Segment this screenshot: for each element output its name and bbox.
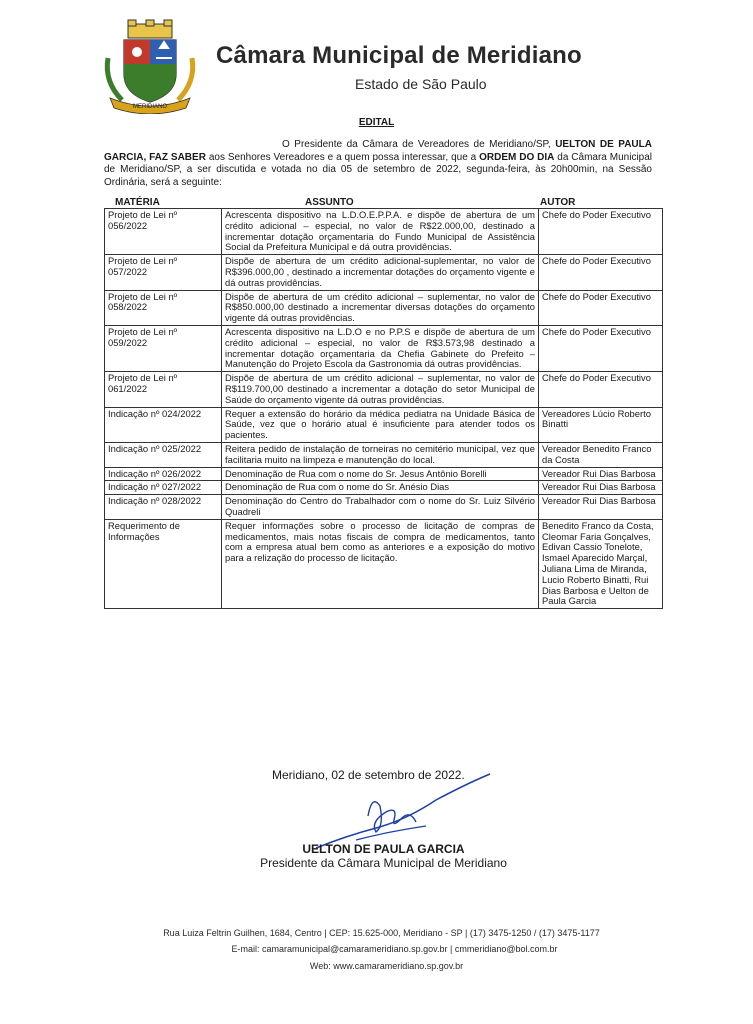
materia-cell: Projeto de Lei nº 059/2022 — [105, 325, 222, 371]
seal-crown — [128, 20, 172, 38]
signer-name: UELTON DE PAULA GARCIA — [302, 842, 465, 856]
materia-cell: Indicação nº 026/2022 — [105, 467, 222, 481]
autor-cell: Vereador Rui Dias Barbosa — [539, 495, 663, 520]
intro-lead: O Presidente da Câmara de Vereadores de Meridiano/SP, — [282, 139, 556, 150]
dateline: Meridiano, 02 de setembro de 2022. — [272, 768, 465, 782]
intro-president: UELTON DE PAULA GARCIA, FAZ SABER — [104, 139, 652, 163]
table-row — [105, 290, 663, 325]
autor-cell: Chefe do Poder Executivo — [539, 255, 663, 290]
autor-cell: Vereador Rui Dias Barbosa — [539, 467, 663, 481]
autor-cell: Vereadores Lúcio Roberto Binatti — [539, 407, 663, 442]
table-row — [105, 407, 663, 442]
table-row — [105, 325, 663, 371]
materia-cell: Indicação nº 025/2022 — [105, 442, 222, 467]
intro-tail: da Câmara Municipal de Meridiano/SP, a ser discutida e votada no dia 05 de setembro de 2022, segunda-feira, às 20h00min, na Sessão Ordinária, será a seguinte: — [104, 151, 653, 188]
document-title: EDITAL — [358, 117, 395, 128]
signer-role: Presidente da Câmara Municipal de Meridiano — [260, 856, 507, 870]
assunto-cell: Requer a extensão do horário da médica pediatra na Unidade Básica de Saúde, vez que o horário atual é insuficiente para atender todos os pacientes. — [222, 407, 539, 442]
materia-cell: Indicação nº 027/2022 — [105, 481, 222, 495]
autor-cell: Chefe do Poder Executivo — [539, 372, 663, 407]
footer-web: Web: www.camarameridiano.sp.gov.br — [309, 961, 464, 971]
coat-of-arms-seal — [100, 18, 200, 114]
assunto-cell: Reitera pedido de instalação de torneiras no cemitério municipal, vez que facilitaria muito na limpeza e manutenção do local. — [222, 442, 539, 467]
header-assunto: ASSUNTO — [305, 197, 354, 208]
assunto-cell: Dispõe de abertura de um crédito adicional – suplementar, no valor de R$850.000,00 destinado a incrementar diversas dotações do orçamento vigente dá outras providências. — [222, 290, 539, 325]
table-row — [105, 255, 663, 290]
materia-cell: Requerimento de Informações — [105, 519, 222, 608]
materia-cell: Projeto de Lei nº 056/2022 — [105, 209, 222, 255]
autor-cell: Chefe do Poder Executivo — [539, 290, 663, 325]
table-row — [105, 372, 663, 407]
materia-cell: Projeto de Lei nº 061/2022 — [105, 372, 222, 407]
intro-ordem-do-dia: ORDEM DO DIA — [479, 151, 555, 163]
assunto-cell: Denominação de Rua com o nome do Sr. Anésio Dias — [222, 481, 539, 495]
assunto-cell: Denominação do Centro do Trabalhador com o nome do Sr. Luiz Silvério Quadreli — [222, 495, 539, 520]
table-row — [105, 519, 663, 608]
institution-title: Câmara Municipal de Meridiano — [216, 42, 582, 69]
autor-cell: Chefe do Poder Executivo — [539, 325, 663, 371]
table-row — [105, 209, 663, 255]
materia-cell: Indicação nº 024/2022 — [105, 407, 222, 442]
assunto-cell: Acrescenta dispositivo na L.D.O.E.P.P.A. e dispõe de abertura de um crédito adicional – especial, no valor de R$22.000,00, destinado a incrementar dotação orçamentaria do Fundo Municipal de Assistência Social da Prefeitura Municipal e dá outra providências. — [222, 209, 539, 255]
autor-cell: Vereador Rui Dias Barbosa — [539, 481, 663, 495]
header-materia: MATÉRIA — [115, 197, 160, 208]
ordem-do-dia-table — [104, 208, 663, 609]
assunto-cell: Denominação de Rua com o nome do Sr. Jesus Antônio Borelli — [222, 467, 539, 481]
assunto-cell: Dispõe de abertura de um crédito adicional-suplementar, no valor de R$396.000,00 , destinado a incrementar dotações do orçamento vigente e dá outras providências. — [222, 255, 539, 290]
seal-ribbon-text: MERIDIANO — [132, 104, 168, 110]
assunto-cell: Acrescenta dispositivo na L.D.O e no P.P.S e dispõe de abertura de um crédito adicional – especial, no valor de R$3.573,98 destinado a incrementar dotação orçamentaria da Chefia Gabinete do Prefeito – Manutenção do Projeto Escola da Gastronomia dá outras providências. — [222, 325, 539, 371]
materia-cell: Indicação nº 028/2022 — [105, 495, 222, 520]
assunto-cell: Dispõe de abertura de um crédito adicional – suplementar, no valor de R$119.700,00 destinado a incrementar a dotação do setor Municipal de Saúde do orçamento vigente dá outras providências. — [222, 372, 539, 407]
intro-paragraph — [104, 139, 652, 189]
assunto-cell: Requer informações sobre o processo de licitação de compras de medicamentos, mais notas fiscais de compra de medicamentos, tanto com a empresa atual bem como as anteriores e a exposição do motivo para a relização do processo de licitação. — [222, 519, 539, 608]
table-row — [105, 442, 663, 467]
autor-cell: Chefe do Poder Executivo — [539, 209, 663, 255]
header-autor: AUTOR — [540, 197, 576, 208]
table-row — [105, 481, 663, 495]
state-subtitle: Estado de São Paulo — [355, 76, 487, 92]
table-row — [105, 495, 663, 520]
table-row — [105, 467, 663, 481]
materia-cell: Projeto de Lei nº 058/2022 — [105, 290, 222, 325]
autor-cell: Vereador Benedito Franco da Costa — [539, 442, 663, 467]
materia-cell: Projeto de Lei nº 057/2022 — [105, 255, 222, 290]
footer-email: E-mail: camaramunicipal@camarameridiano.sp.gov.br | cmmeridiano@bol.com.br — [231, 944, 558, 954]
intro-mid: aos Senhores Vereadores e a quem possa interessar, que a — [205, 151, 480, 163]
footer-address: Rua Luiza Feltrin Guilhen, 1684, Centro | CEP: 15.625-000, Meridiano - SP | (17) 3475-1250 / (17) 3475-1177 — [163, 928, 600, 938]
autor-cell: Benedito Franco da Costa, Cleomar Faria Gonçalves, Edivan Cassio Tonelote, Ismael Aparecido Marçal, Juliana Lima de Miranda, Lucio Roberto Binatti, Rui Dias Barbosa e Uelton de Paula Garcia — [539, 519, 663, 608]
